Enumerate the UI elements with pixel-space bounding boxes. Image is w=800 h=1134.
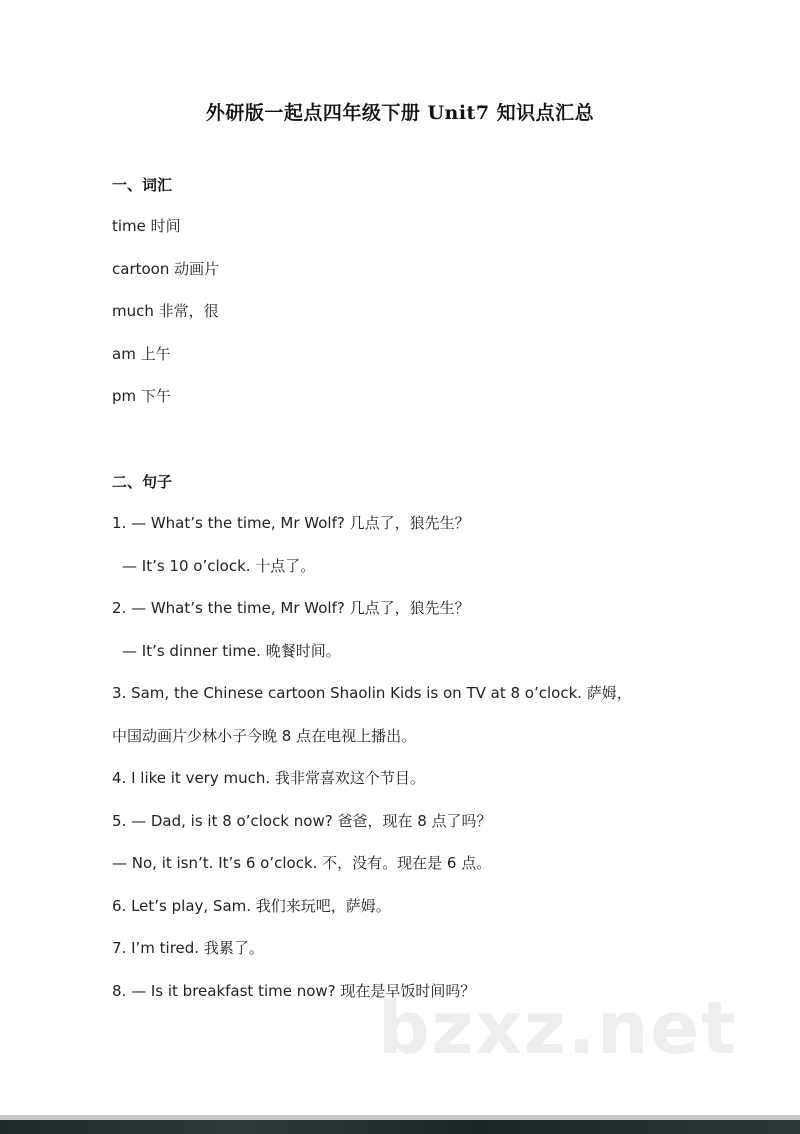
- vocab-item: am 上午: [112, 345, 171, 363]
- sentence-line: 7. I’m tired. 我累了。: [112, 939, 264, 957]
- sentence-line: 4. I like it very much. 我非常喜欢这个节目。: [112, 769, 425, 787]
- sentence-line: 6. Let’s play, Sam. 我们来玩吧，萨姆。: [112, 897, 391, 915]
- sentence-line: 5. — Dad, is it 8 o’clock now? 爸爸，现在 8 点了吗？: [112, 812, 492, 830]
- watermark: bzxz.net: [378, 986, 738, 1070]
- vocab-heading: 一、词汇: [112, 176, 173, 194]
- sentences-heading: 二、句子: [112, 473, 173, 491]
- vocab-item: pm 下午: [112, 387, 171, 405]
- bottom-bar: [0, 1120, 800, 1134]
- sentence-line: 1. — What’s the time, Mr Wolf? 几点了，狼先生？: [112, 514, 470, 532]
- sentence-line: 中国动画片少林小子今晚 8 点在电视上播出。: [112, 727, 417, 745]
- sentence-line: — No, it isn’t. It’s 6 o’clock. 不，没有。现在是 6 点。: [112, 854, 492, 872]
- sentence-line: 8. — Is it breakfast time now? 现在是早饭时间吗？: [112, 982, 476, 1000]
- document-title: 外研版一起点四年级下册 Unit7 知识点汇总: [205, 102, 595, 124]
- sentence-line: 2. — What’s the time, Mr Wolf? 几点了，狼先生？: [112, 599, 470, 617]
- vocab-item: cartoon 动画片: [112, 260, 220, 278]
- vocab-item: much 非常，很: [112, 302, 219, 320]
- vocab-item: time 时间: [112, 217, 181, 235]
- sentence-line: — It’s 10 o’clock. 十点了。: [122, 557, 316, 575]
- sentence-line: — It’s dinner time. 晚餐时间。: [122, 642, 341, 660]
- sentence-line: 3. Sam, the Chinese cartoon Shaolin Kids is on TV at 8 o’clock. 萨姆，: [112, 684, 632, 702]
